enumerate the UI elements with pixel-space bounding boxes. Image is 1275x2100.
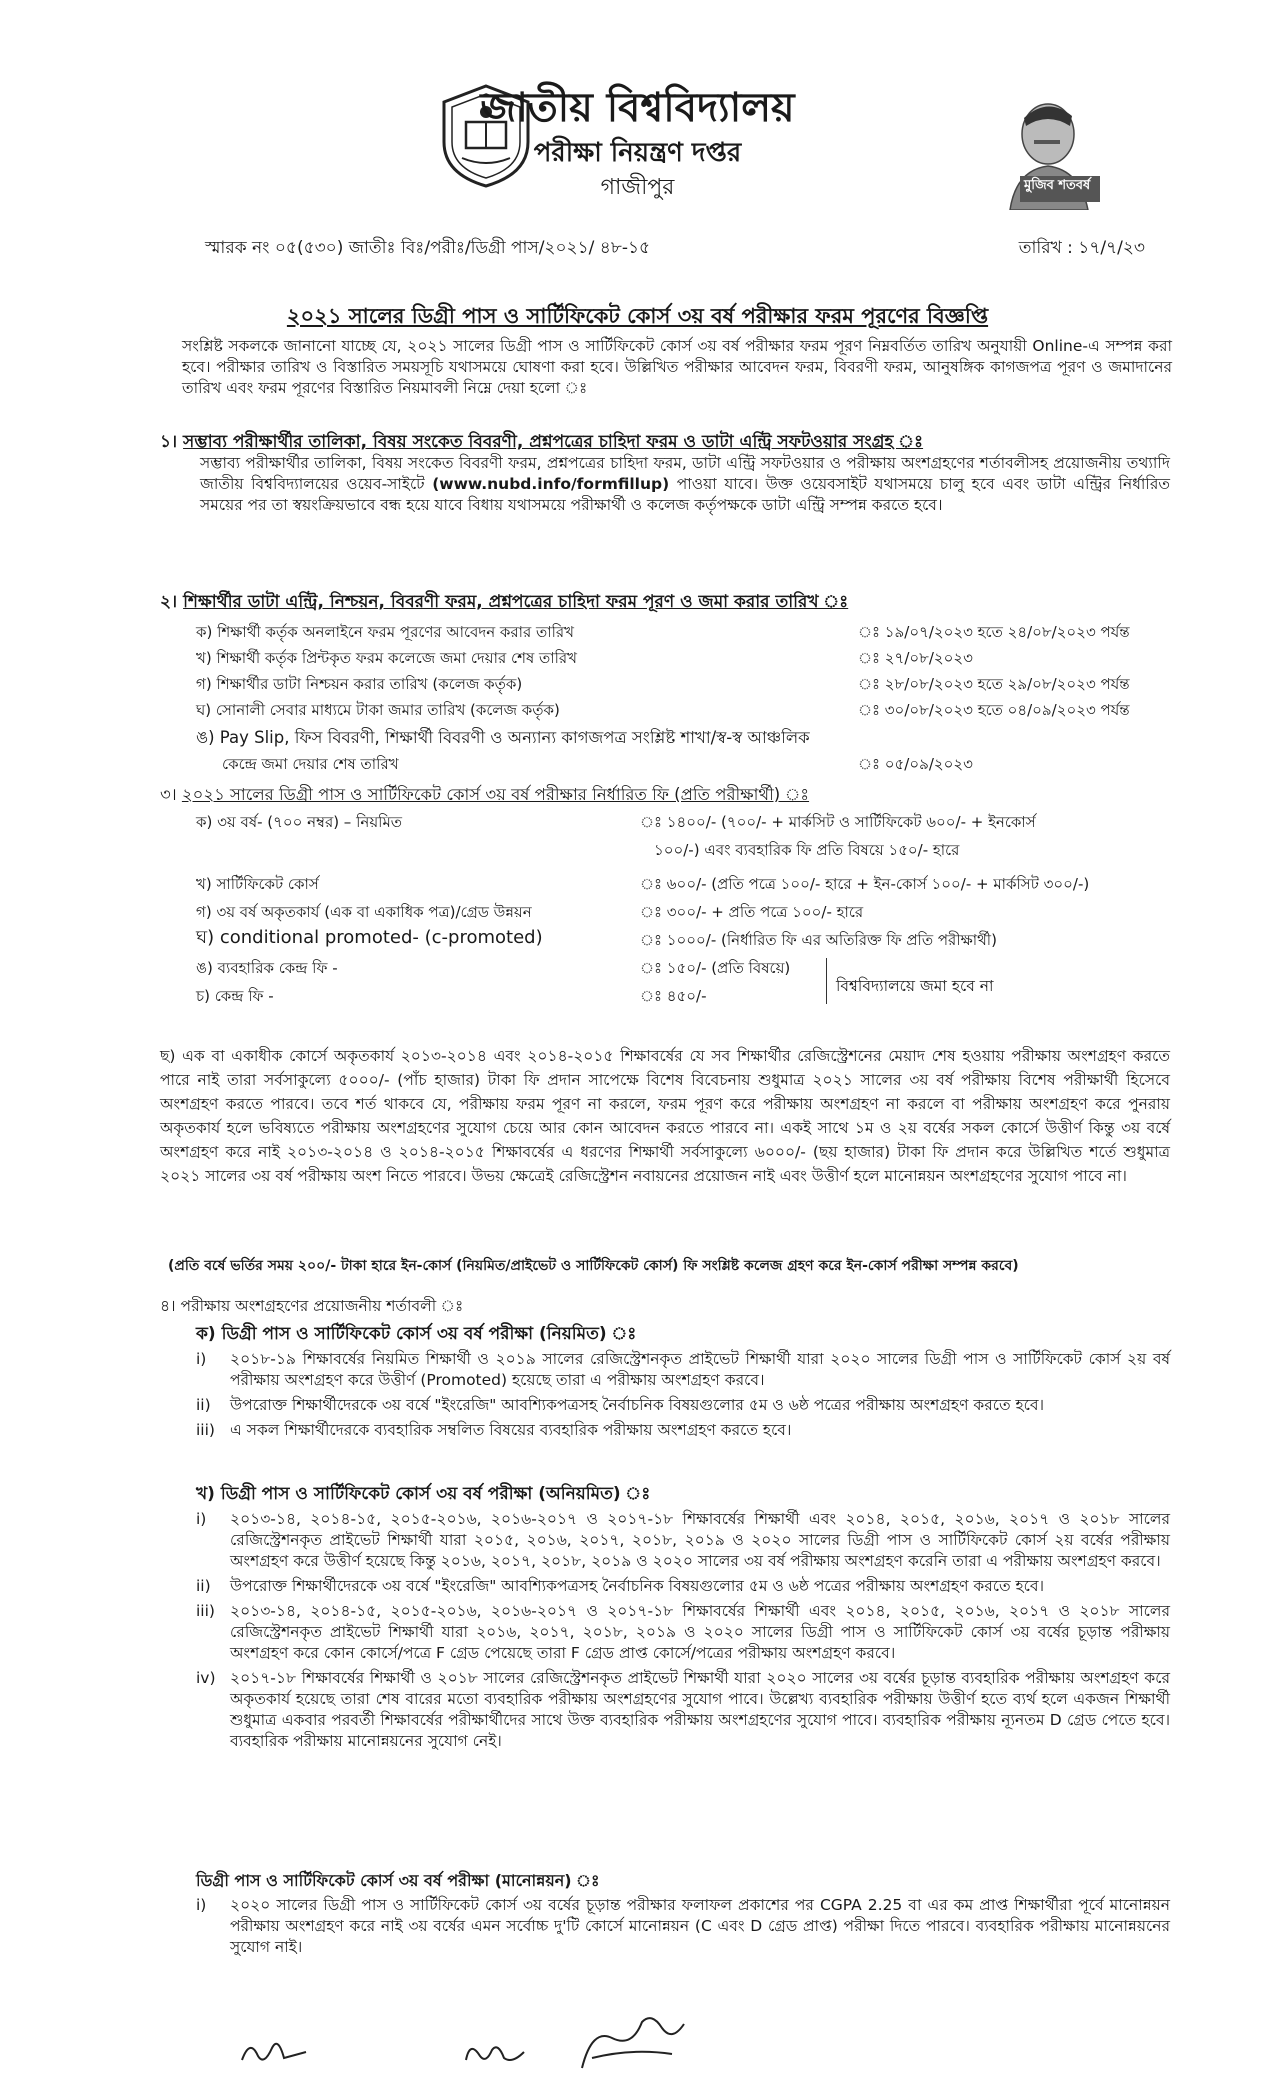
section-4-number: ৪। [160,1297,176,1315]
section-4-kha-title: খ) ডিগ্রী পাস ও সার্টিফিকেট কোর্স ৩য় বর্ষ পরীক্ষা (অনিয়মিত) ঃ [196,1484,651,1504]
date-row-label: গ) শিক্ষার্থীর ডাটা নিশ্চয়ন করার তারিখ (কলেজ কর্তৃক) [196,675,523,693]
item-number: i) [196,1896,207,1914]
section-1-body-b: পাওয়া যাবে। উক্ত ওয়েবসাইট যথাসময়ে চালু হবে এবং ডাটা এন্ট্রির নির্ধারিত সময়ের পর তা স্বয়ংক্রিয়ভাবে বন্ধ হয়ে যাবে বিধায় যথাসময়ে পরীক্ষার্থী ও কলেজ কর্তৃপক্ষকে ডাটা এন্ট্রি সম্পন্ন করতে হবে। [200,475,1170,514]
letterhead [0,70,1275,220]
condition-item [196,1420,1170,1441]
fee-label: খ) সার্টিফিকেট কোর্স [196,875,319,893]
memo-date: তারিখ : ১৭/৭/২৩ [1018,238,1145,258]
section-1-title: সম্ভাব্য পরীক্ষার্থীর তালিকা, বিষয় সংকেত বিবরণী, প্রশ্নপত্রের চাহিদা ফরম ও ডাটা এন্ট্রি সফটওয়ার সংগ্রহ ঃ [183,432,924,452]
incourse-note: (প্রতি বর্ষে ভর্তির সময় ২০০/- টাকা হারে ইন-কোর্স (নিয়মিত/প্রাইভেট ও সার্টিফিকেট কোর্স) ফি সংশ্লিষ্ট কলেজ গ্রহণ করে ইন-কোর্স পরীক্ষা সম্পন্ন করবে) [168,1258,1019,1274]
section-3 [160,784,1170,805]
section-4-ka-title: ক) ডিগ্রী পাস ও সার্টিফিকেট কোর্স ৩য় বর্ষ পরীক্ষা (নিয়মিত) ঃ [196,1324,637,1344]
section-1-body-a: সম্ভাব্য পরীক্ষার্থীর তালিকা, বিষয় সংকেত বিবরণী ফরম, প্রশ্নপত্রের চাহিদা ফরম, ডাটা এন্ট্রি সফটওয়ার ও পরীক্ষায় অংশগ্রহণের শর্তাবলীসহ প্রয়োজনীয় তথ্যাদি জাতীয় বিশ্ববিদ্যালয়ের ওয়েব-সাইটে [200,454,1170,493]
item-text: ২০২০ সালের ডিগ্রী পাস ও সার্টিফিকেট কোর্স ৩য় বর্ষের চূড়ান্ত পরীক্ষার ফলাফল প্রকাশের পর CGPA 2.25 বা এর কম প্রাপ্ত শিক্ষার্থীরা পূর্বে মানোন্নয়ন পরীক্ষায় অংশগ্রহণ করে নাই ৩য় বর্ষের এমন সর্বোচ্চ দু'টি কোর্সে মানোন্নয়ন (C এবং D গ্রেড প্রাপ্ত) পরীক্ষা দিতে পারবে। ব্যবহারিক পরীক্ষায় মানোন্নয়নের সুযোগ নাই। [230,1896,1170,1956]
fee-label: গ) ৩য় বর্ষ অকৃতকার্য (এক বা একাধিক পত্র)/গ্রেড উন্নয়ন [196,903,532,921]
fee-value: ঃ ৪৫০/- [640,987,707,1005]
date-row-label-cont: কেন্দ্রে জমা দেয়ার শেষ তারিখ [222,755,399,773]
item-number: ii) [196,1577,211,1595]
item-number: ii) [196,1396,211,1414]
signature-2-icon [460,2034,530,2070]
signature-3-icon [572,2008,692,2078]
item-text: ২০১৭-১৮ শিক্ষাবর্ষের শিক্ষার্থী ও ২০১৮ সালের রেজিস্ট্রেশনকৃত প্রাইভেট শিক্ষার্থী যারা ২০২০ সালের ৩য় বর্ষের চূড়ান্ত ব্যবহারিক পরীক্ষায় অংশগ্রহণ করে অকৃতকার্য হয়েছে তারা শেষ বারের মতো ব্যবহারিক পরীক্ষায় অংশগ্রহণের সুযোগ পাবে। উল্লেখ্য ব্যবহারিক পরীক্ষায় উত্তীর্ণ হতে ব্যর্থ হলে একজন শিক্ষার্থী শুধুমাত্র একবার পরবর্তী শিক্ষাবর্ষের পরীক্ষার্থীদের সাথে উক্ত ব্যবহারিক পরীক্ষায় অংশগ্রহণের সুযোগ পাবে। ব্যবহারিক পরীক্ষায় ন্যূনতম D গ্রেড পেতে হবে। ব্যবহারিক পরীক্ষায় মানোন্নয়নের সুযোগ নেই। [230,1669,1170,1750]
section-1-number: ১। [160,432,178,452]
signature-1-icon [236,2030,316,2070]
condition-item [196,1895,1170,1958]
university-name: জাতীয় বিশ্ববিদ্যালয় [480,85,795,131]
section-4 [160,1296,1170,1317]
date-row-value: ঃ ৩০/০৮/২০২৩ হতে ০৪/০৯/২০২৩ পর্যন্ত [858,701,1130,719]
date-row-value: ঃ ১৯/০৭/২০২৩ হতে ২৪/০৮/২০২৩ পর্যন্ত [858,623,1130,641]
date-row-value: ঃ ২৭/০৮/২০২৩ [858,649,973,667]
fee-value: ঃ ৩০০/- + প্রতি পত্রে ১০০/- হারে [640,903,864,921]
fee-label: চ) কেন্দ্র ফি - [196,987,274,1005]
item-number: iii) [196,1602,215,1620]
condition-item [196,1509,1170,1572]
fee-label: ঘ) conditional promoted- (c-promoted) [196,927,543,948]
item-text: উপরোক্ত শিক্ষার্থীদেরকে ৩য় বর্ষে "ইংরেজি" আবশ্যিকপত্রসহ নৈর্বাচনিক বিষয়গুলোর ৫ম ও ৬ষ্ঠ পত্রের পরীক্ষায় অংশগ্রহণ করতে হবে। [230,1577,1045,1595]
date-row-value: ঃ ২৮/০৮/২০২৩ হতে ২৯/০৮/২০২৩ পর্যন্ত [858,675,1130,693]
section-4-ka [196,1324,1170,1441]
condition-item [196,1601,1170,1664]
section-4-ga-title: ডিগ্রী পাস ও সার্টিফিকেট কোর্স ৩য় বর্ষ পরীক্ষা (মানোন্নয়ন) ঃ [196,1871,600,1890]
date-row-label: ক) শিক্ষার্থী কর্তৃক অনলাইনে ফরম পূরণের আবেদন করার তারিখ [196,623,575,641]
special-candidate-paragraph: ছ) এক বা একাধীক কোর্সে অকৃতকার্য ২০১৩-২০১৪ এবং ২০১৪-২০১৫ শিক্ষাবর্ষের যে সব শিক্ষার্থীর রেজিস্ট্রেশনের মেয়াদ শেষ হওয়ায় পরীক্ষায় অংশগ্রহণ করতে পারে নাই তারা সর্বসাকুল্যে ৫০০০/- (পাঁচ হাজার) টাকা ফি প্রদান সাপেক্ষে বিশেষ বিবেচনায় শুধুমাত্র ২০২১ সালের ৩য় বর্ষ পরীক্ষায় বিশেষ পরীক্ষার্থী হিসেবে অংশগ্রহণ করতে পারবে। তবে শর্ত থাকবে যে, পরীক্ষায় ফরম পূরণ না করলে, ফরম পূরণ করে পরীক্ষায় অংশগ্রহণ না করলে বা পরীক্ষায় অংশগ্রহণ করে পুনরায় অকৃতকার্য হলে ভবিষ্যতে পরীক্ষায় অংশগ্রহণের সুযোগ চেয়ে আর কোন আবেদন করতে পারবে না। একই সাথে ১ম ও ২য় বর্ষের সকল কোর্সে উত্তীর্ণ কিন্তু ৩য় বর্ষে অংশগ্রহণ করে নাই ২০১৩-২০১৪ ও ২০১৪-২০১৫ শিক্ষাবর্ষের এ ধরণের শিক্ষার্থী সর্বসাকুল্যে ৬০০০/- (ছয় হাজার) টাকা ফি প্রদান করে উল্লিখিত শর্তে শুধুমাত্র ২০২১ সালের ৩য় বর্ষ পরীক্ষায় অংশ নিতে পারবে। উভয় ক্ষেত্রেই রেজিস্ট্রেশন নবায়নের প্রয়োজন নাই এবং উত্তীর্ণ হলে মানোন্নয়ন অংশগ্রহণের সুযোগ পাবে না। [160,1047,1170,1185]
date-row-value: ঃ ০৫/০৯/২০২৩ [858,755,973,773]
section-3-number: ৩। [160,785,177,804]
fee-value: ঃ ৬০০/- (প্রতি পত্রে ১০০/- হারে + ইন-কোর্স ১০০/- + মার্কসিট ৩০০/-) [640,875,1090,893]
date-row-label: ঙ) Pay Slip, ফিস বিবরণী, শিক্ষার্থী বিবরণী ও অন্যান্য কাগজপত্র সংশ্লিষ্ট শাখা/স্ব-স্ব আঞ্চলিক [196,728,810,747]
condition-item [196,1395,1170,1416]
date-row-label: খ) শিক্ষার্থী কর্তৃক প্রিন্টকৃত ফরম কলেজে জমা দেয়ার শেষ তারিখ [196,649,577,667]
section-2 [160,592,1170,613]
item-text: এ সকল শিক্ষার্থীদেরকে ব্যবহারিক সম্বলিত বিষয়ের ব্যবহারিক পরীক্ষায় অংশগ্রহণ করতে হবে। [230,1421,792,1439]
item-number: iv) [196,1669,216,1687]
fee-label: ঙ) ব্যবহারিক কেন্দ্র ফি - [196,959,338,977]
portrait-caption: মুজিব শতবর্ষ [1024,178,1091,193]
item-number: i) [196,1350,207,1368]
fee-side-note: বিশ্ববিদ্যালয়ে জমা হবে না [836,977,994,995]
fee-value: ঃ ১০০০/- (নির্ধারিত ফি এর অতিরিক্ত ফি প্রতি পরীক্ষার্থী) [640,931,997,949]
intro-paragraph: সংশ্লিষ্ট সকলকে জানানো যাচ্ছে যে, ২০২১ সালের ডিগ্রী পাস ও সার্টিফিকেট কোর্স ৩য় বর্ষ পরীক্ষার ফরম পূরণ নিম্নবর্তিত তারিখ অনুযায়ী Online-এ সম্পন্ন করা হবে। পরীক্ষার তারিখ ও বিস্তারিত সময়সূচি যথাসময়ে ঘোষণা করা হবে। উল্লিখিত পরীক্ষার আবেদন ফরম, বিবরণী ফরম, আনুষঙ্গিক কাগজপত্র পূরণ ও জমাদানের তারিখ এবং ফরম পূরণের বিস্তারিত নিয়মাবলী নিম্নে দেয়া হলো ঃ [182,337,1172,397]
nubd-url: (www.nubd.info/formfillup) [432,475,670,493]
section-4-ga [196,1870,1170,1958]
section-2-number: ২। [160,592,178,612]
condition-item [196,1576,1170,1597]
memo-reference: স্মারক নং ০৫(৫৩০) জাতীঃ বিঃ/পরীঃ/ডিগ্রী পাস/২০২১/ ৪৮-১৫ [205,238,651,258]
condition-item [196,1668,1170,1752]
item-text: উপরোক্ত শিক্ষার্থীদেরকে ৩য় বর্ষে "ইংরেজি" আবশ্যিকপত্রসহ নৈর্বাচনিক বিষয়গুলোর ৫ম ও ৬ষ্ঠ পত্রের পরীক্ষায় অংশগ্রহণ করতে হবে। [230,1396,1045,1414]
fee-value: ঃ ১৪০০/- (৭০০/- + মার্কসিট ও সার্টিফিকেট ৬০০/- + ইনকোর্স [640,813,1036,831]
date-row-label: ঘ) সোনালী সেবার মাধ্যমে টাকা জমার তারিখ (কলেজ কর্তৃক) [196,701,560,719]
section-4-kha [196,1484,1170,1752]
office-name: পরীক্ষা নিয়ন্ত্রণ দপ্তর [533,138,742,168]
item-text: ২০১৩-১৪, ২০১৪-১৫, ২০১৫-২০১৬, ২০১৬-২০১৭ ও ২০১৭-১৮ শিক্ষাবর্ষের শিক্ষার্থী এবং ২০১৪, ২০১৫, ২০১৬, ২০১৭ ও ২০১৮ সালের রেজিস্ট্রেশনকৃত প্রাইভেট শিক্ষার্থী যারা ২০১৫, ২০১৬, ২০১৭, ২০১৮, ২০১৯ ও ২০২০ সালের ডিগ্রী পাস ও সার্টিফিকেট কোর্স ২য় বর্ষের পরীক্ষায় অংশগ্রহণ করে উত্তীর্ণ হয়েছে কিন্তু ২০১৬, ২০১৭, ২০১৮, ২০১৯ ও ২০২০ সালের ৩য় বর্ষ পরীক্ষায় অংশগ্রহণ করেনি তারা এ পরীক্ষায় অংশগ্রহণ করবে। [230,1510,1170,1570]
section-2-title: শিক্ষার্থীর ডাটা এন্ট্রি, নিশ্চয়ন, বিবরণী ফরম, প্রশ্নপত্রের চাহিদা ফরম পূরণ ও জমা করার তারিখ ঃ [183,592,849,612]
fee-value: ঃ ১৫০/- (প্রতি বিষয়ে) [640,959,791,977]
item-number: i) [196,1510,207,1528]
item-text: ২০১৩-১৪, ২০১৪-১৫, ২০১৫-২০১৬, ২০১৬-২০১৭ ও ২০১৭-১৮ শিক্ষাবর্ষের শিক্ষার্থী এবং ২০১৪, ২০১৫, ২০১৬, ২০১৭ ও ২০১৮ সালের রেজিস্ট্রেশনকৃত প্রাইভেট শিক্ষার্থী যারা ২০১৬, ২০১৭, ২০১৮, ২০১৯ ও ২০২০ সালের ডিগ্রী পাস ও সার্টিফিকেট কোর্স ৩য় বর্ষের চূড়ান্ত পরীক্ষায় অংশগ্রহণ করে কোন কোর্সে/পত্রে F গ্রেড পেয়েছে তারা F গ্রেড প্রাপ্ত কোর্সে/পত্রের পরীক্ষায় অংশগ্রহণ করবে। [230,1602,1170,1662]
item-number: iii) [196,1421,215,1439]
fee-bracket [826,958,831,1004]
fee-value-cont: ১০০/-) এবং ব্যবহারিক ফি প্রতি বিষয়ে ১৫০/- হারে [654,841,960,859]
section-4-title: পরীক্ষায় অংশগ্রহণের প্রয়োজনীয় শর্তাবলী ঃ [180,1297,464,1315]
condition-item [196,1349,1170,1391]
fee-label: ক) ৩য় বর্ষ- (৭০০ নম্বর) – নিয়মিত [196,813,403,831]
notice-title: ২০২১ সালের ডিগ্রী পাস ও সার্টিফিকেট কোর্স ৩য় বর্ষ পরীক্ষার ফরম পূরণের বিজ্ঞপ্তি [286,304,989,328]
office-city: গাজীপুর [600,175,675,200]
section-1 [160,432,1170,516]
item-text: ২০১৮-১৯ শিক্ষাবর্ষের নিয়মিত শিক্ষার্থী ও ২০১৯ সালের রেজিস্ট্রেশনকৃত প্রাইভেট শিক্ষার্থী যারা ২০২০ সালের ডিগ্রী পাস ও সার্টিফিকেট কোর্স ২য় বর্ষ পরীক্ষায় অংশগ্রহণ করে উত্তীর্ণ (Promoted) হয়েছে তারা এ পরীক্ষায় অংশগ্রহণ করবে। [230,1350,1170,1389]
section-3-title: ২০২১ সালের ডিগ্রী পাস ও সার্টিফিকেট কোর্স ৩য় বর্ষ পরীক্ষার নির্ধারিত ফি (প্রতি পরীক্ষার্থী) ঃ [181,785,810,804]
